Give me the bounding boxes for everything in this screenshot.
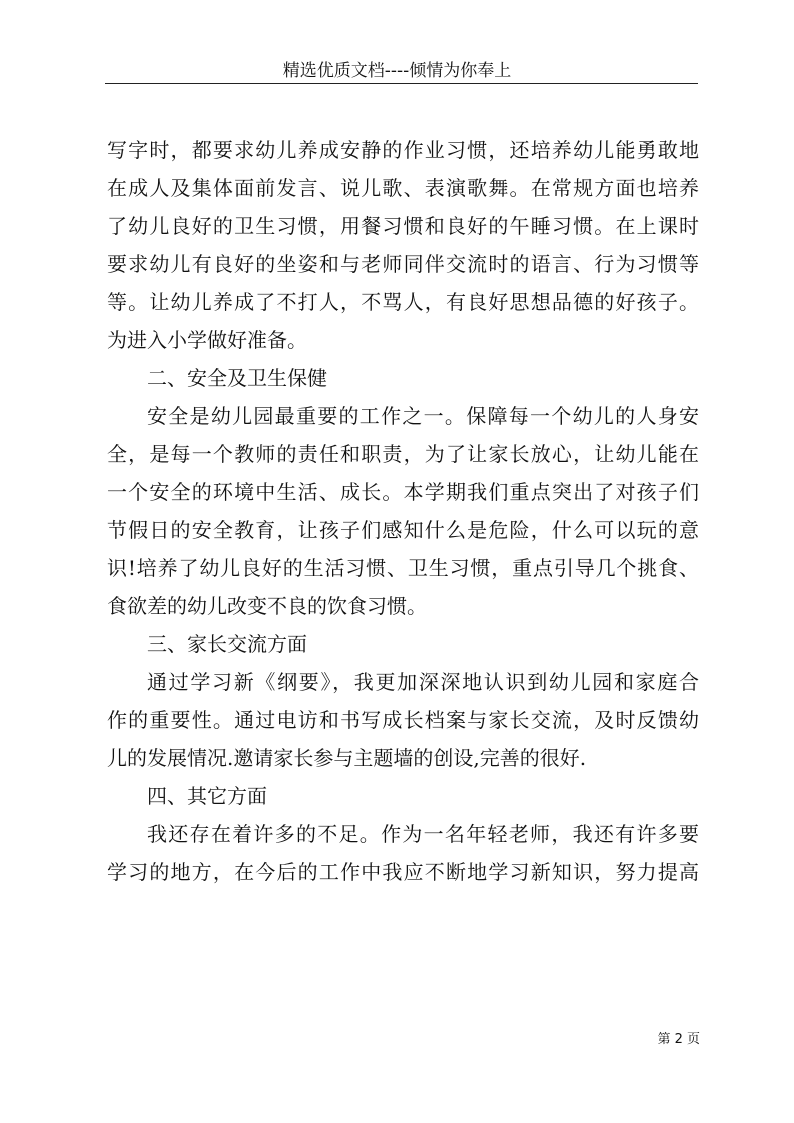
document-body bbox=[107, 135, 699, 895]
body-line: 通过学习新《纲要》，我更加深深地认识到幼儿园和家庭合 bbox=[147, 670, 699, 694]
body-line: 食欲差的幼儿改变不良的饮食习惯。 bbox=[107, 594, 427, 618]
section-heading-other: 四、其它方面 bbox=[147, 784, 267, 808]
body-line: 作的重要性。通过电访和书写成长档案与家长交流，及时反馈幼 bbox=[107, 708, 699, 732]
body-line: 学习的地方，在今后的工作中我应不断地学习新知识，努力提高 bbox=[107, 860, 699, 884]
body-line: 了幼儿良好的卫生习惯，用餐习惯和良好的午睡习惯。在上课时 bbox=[107, 214, 699, 238]
section-heading-parents: 三、家长交流方面 bbox=[147, 632, 307, 656]
body-line: 一个安全的环境中生活、成长。本学期我们重点突出了对孩子们 bbox=[107, 480, 699, 504]
body-line: 为进入小学做好准备。 bbox=[107, 328, 307, 352]
body-line: 我还存在着许多的不足。作为一名年轻老师，我还有许多要 bbox=[147, 822, 699, 846]
body-line: 在成人及集体面前发言、说儿歌、表演歌舞。在常规方面也培养 bbox=[107, 176, 699, 200]
body-line: 要求幼儿有良好的坐姿和与老师同伴交流时的语言、行为习惯等 bbox=[107, 252, 699, 276]
body-line: 等。让幼儿养成了不打人，不骂人，有良好思想品德的好孩子。 bbox=[107, 290, 699, 314]
header-divider bbox=[105, 83, 698, 84]
section-heading-safety: 二、安全及卫生保健 bbox=[147, 366, 327, 390]
page-header-title: 精选优质文档----倾情为你奉上 bbox=[282, 61, 512, 81]
body-line: 全，是每一个教师的责任和职责，为了让家长放心，让幼儿能在 bbox=[107, 442, 699, 466]
body-line: 安全是幼儿园最重要的工作之一。保障每一个幼儿的人身安 bbox=[147, 404, 699, 428]
page-number: 第 2 页 bbox=[657, 1032, 700, 1047]
body-line: 写字时，都要求幼儿养成安静的作业习惯，还培养幼儿能勇敢地 bbox=[107, 138, 699, 162]
body-line: 识!培养了幼儿良好的生活习惯、卫生习惯，重点引导几个挑食、 bbox=[107, 556, 699, 580]
body-line: 儿的发展情况.邀请家长参与主题墙的创设,完善的很好. bbox=[107, 746, 587, 770]
body-line: 节假日的安全教育，让孩子们感知什么是危险，什么可以玩的意 bbox=[107, 518, 699, 542]
